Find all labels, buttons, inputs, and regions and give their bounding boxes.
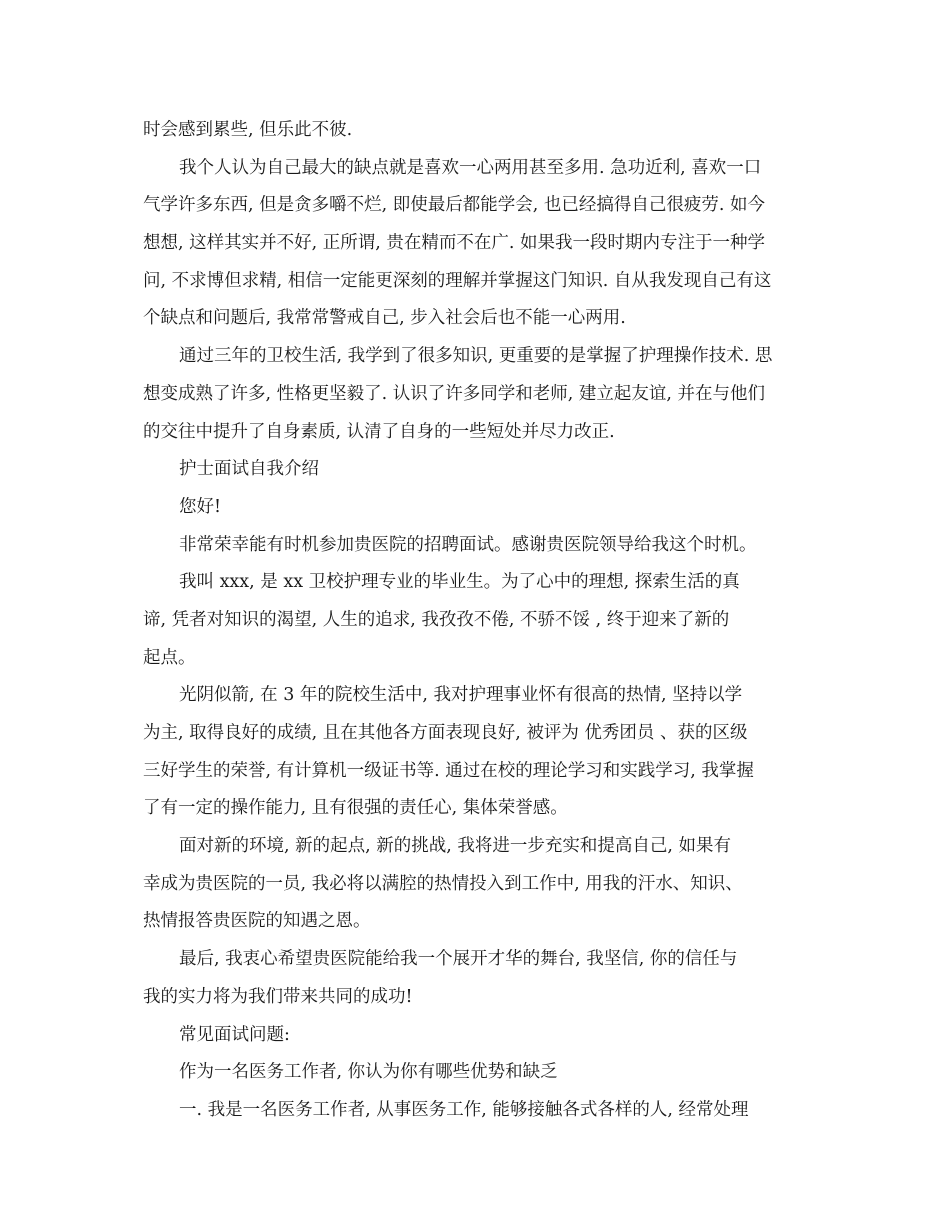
text-line: 非常荣幸能有时机参加贵医院的招聘面试。感谢贵医院领导给我这个时机。 — [179, 534, 757, 555]
text-line: 谛, 凭者对知识的渴望, 人生的追求, 我孜孜不倦, 不骄不馁 , 终于迎来了新的 — [143, 609, 730, 630]
text-line: 一. 我是一名医务工作者, 从事医务工作, 能够接触各式各样的人, 经常处理 — [179, 1099, 749, 1120]
text-line: 了有一定的操作能力, 且有很强的责任心, 集体荣誉感。 — [143, 798, 568, 819]
text-line: 想变成熟了许多, 性格更坚毅了. 认识了许多同学和老师, 建立起友谊, 并在与他们 — [143, 383, 765, 404]
text-line: 作为一名医务工作者, 你认为你有哪些优势和缺乏 — [179, 1062, 558, 1083]
text-line: 的交往中提升了自身素质, 认清了自身的一些短处并尽力改正. — [143, 421, 615, 442]
text-line: 个缺点和问题后, 我常常警戒自己, 步入社会后也不能一心两用. — [143, 308, 626, 329]
text-line: 护士面试自我介绍 — [179, 459, 319, 480]
text-line: 起点。 — [143, 647, 196, 668]
text-line: 想想, 这样其实并不好, 正所谓, 贵在精而不在广. 如果我一段时期内专注于一种学 — [143, 233, 765, 254]
text-line: 气学许多东西, 但是贪多嚼不烂, 即使最后都能学会, 也已经搞得自己很疲劳. 如今 — [143, 195, 765, 216]
text-line: 时会感到累些, 但乐此不彼. — [143, 120, 353, 140]
text-line: 您好! — [179, 496, 222, 517]
text-line: 最后, 我衷心希望贵医院能给我一个展开才华的舞台, 我坚信, 你的信任与 — [179, 949, 738, 970]
text-line: 为主, 取得良好的成绩, 且在其他各方面表现良好, 被评为 优秀团员 、获的区级 — [143, 723, 748, 743]
text-line: 通过三年的卫校生活, 我学到了很多知识, 更重要的是掌握了护理操作技术. 思 — [179, 346, 773, 367]
text-line: 我叫 xxx, 是 xx 卫校护理专业的毕业生。为了心中的理想, 探索生活的真 — [179, 572, 740, 593]
text-line: 热情报答贵医院的知遇之恩。 — [143, 911, 371, 932]
text-line: 我个人认为自己最大的缺点就是喜欢一心两用甚至多用. 急功近利, 喜欢一口 — [179, 157, 762, 178]
text-line: 我的实力将为我们带来共同的成功! — [143, 986, 413, 1007]
text-line: 问, 不求博但求精, 相信一定能更深刻的理解并掌握这门知识. 自从我发现自己有这 — [143, 270, 772, 291]
text-line: 光阴似箭, 在 3 年的院校生活中, 我对护理事业怀有很高的热情, 坚持以学 — [179, 685, 743, 706]
text-line: 幸成为贵医院的一员, 我必将以满腔的热情投入到工作中, 用我的汗水、知识、 — [143, 873, 743, 894]
text-line: 三好学生的荣誉, 有计算机一级证书等. 通过在校的理论学习和实践学习, 我掌握 — [143, 760, 754, 781]
text-line: 常见面试问题: — [179, 1024, 290, 1045]
document-body — [143, 112, 813, 1130]
text-line: 面对新的环境, 新的起点, 新的挑战, 我将进一步充实和提高自己, 如果有 — [179, 836, 731, 857]
